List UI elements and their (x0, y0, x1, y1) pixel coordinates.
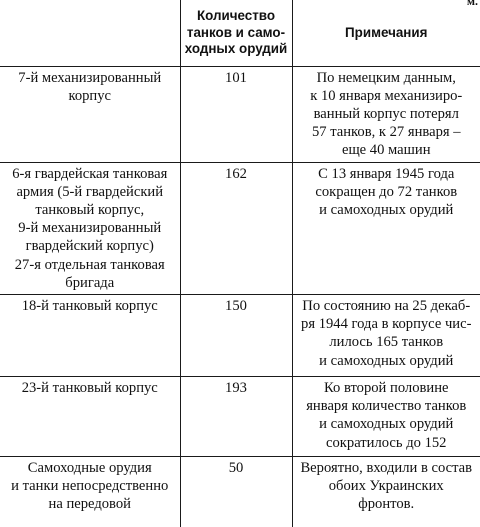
unit-cell: 6-я гвардейская танковая армия (5-й гвардейский танковый корпус, 9-й механизированный гвардейский корпус) 27-я отдельная танковая бригада (0, 162, 180, 294)
page-corner-mark: м. (466, 0, 478, 8)
count-cell: 193 (180, 376, 292, 456)
note-cell: С 13 января 1945 года сокращен до 72 танков и самоходных орудий (292, 162, 480, 294)
unit-cell: Самоходные орудия и танки непосредственно на передовой (0, 456, 180, 527)
header-count: Количество танков и само-ходных орудий (180, 0, 292, 66)
count-cell: 101 (180, 66, 292, 162)
count-cell: 162 (180, 162, 292, 294)
table-row (0, 376, 480, 456)
header-unit (0, 0, 180, 66)
table-row (0, 294, 480, 376)
unit-cell: 23-й танковый корпус (0, 376, 180, 456)
table-row (0, 456, 480, 527)
unit-cell: 7-й механизированный корпус (0, 66, 180, 162)
count-cell: 150 (180, 294, 292, 376)
table-row (0, 66, 480, 162)
table-row (0, 162, 480, 294)
note-cell: По состоянию на 25 декаб- ря 1944 года в корпусе чис- лилось 165 танков и самоходных орудий (292, 294, 480, 376)
note-cell: Ко второй половине января количество танков и самоходных орудий сократилось до 152 (292, 376, 480, 456)
unit-cell: 18-й танковый корпус (0, 294, 180, 376)
header-notes: Примечания (292, 0, 480, 66)
note-cell: Вероятно, входили в состав обоих Украинских фронтов. (292, 456, 480, 527)
count-cell: 50 (180, 456, 292, 527)
note-cell: По немецким данным, к 10 января механизиро- ванный корпус потерял 57 танков, к 27 января – еще 40 машин (292, 66, 480, 162)
table-header-row (0, 0, 480, 66)
